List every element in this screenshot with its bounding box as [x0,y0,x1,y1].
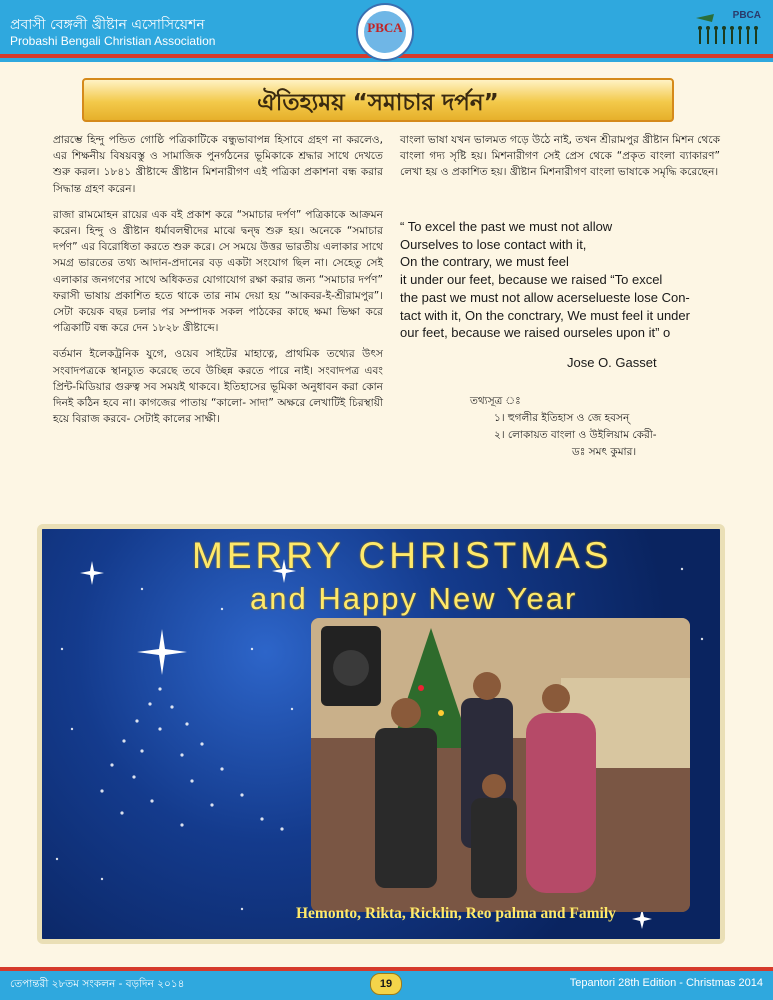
page-header [0,0,773,62]
left-column [53,132,383,437]
org-name-english: Probashi Bengali Christian Association [10,34,216,48]
references [470,393,657,461]
family-photo [311,618,690,912]
association-seal-logo [356,3,414,61]
quote-line: it under our feet, because we raised “To excel [400,272,663,288]
photo-caption: Hemonto, Rikta, Ricklin, Reo palma and Family [296,905,616,922]
quote-line: tact with it, On the conctrary, We must feel it under [400,307,690,323]
org-name-bengali: প্রবাসী বেঙ্গলী খ্রীষ্টান এসোসিয়েশন [10,17,205,33]
star-icon [80,561,104,585]
quote-line: the past we must not allow acerselueste lose Con- [400,289,690,305]
footer-edition-bengali: তেপান্তরী ২৮তম সংকলন - বড়দিন ২০১৪ [10,978,185,990]
reference-item: ১। হুগলীর ইতিহাস ও জে হবসন্ [494,412,630,424]
body-paragraph: প্রারম্ভে হিন্দু পন্ডিত গোষ্ঠি পত্রিকাটিকে বন্ধুভাবাপন্ন হিসাবে গ্রহণ না করলেও, এর শিক্ষনীয় বিষয়বস্তু ও সামাজিক পুনর্গঠনের ভূমিকাকে শ্রদ্ধার সাথে দেখতে শুরু করল। ১৮৪১ খ্রীষ্টাব্দে খ্রীষ্টান মিশনারীগণ এই পত্রিকা প্রকাশনা বন্ধ করার সিদ্ধান্ত গ্রহণ করেন। [53,134,383,195]
quote-line: “ To excel the past we must not allow [400,219,613,234]
quote-line: Ourselves to lose contact with it, [400,236,587,252]
page-number: 19 [370,973,402,995]
body-paragraph: বর্তমান ইলেকট্রনিক যুগে, ওয়েব সাইটের মাহাত্নে, প্রাথমিক তথ্যের উৎস সংবাদপত্রকে স্থানচ্যুত করেছে তবে উচ্ছিন্ন করতে পারে নাই। সংবাদপত্র এবং প্রিন্ট-মিডিয়ার গুরুত্ব সব সময়ই থাকবে। ইতিহাসের ভূমিকা অনুধাবন করা কোন দিনই কঠিন হবে না। কাগজের পাতায় “কালো- সাদা” অক্ষরে লেখাটিই চিরস্থায়ী হয়ে বিরাজ করবে- সেটাই কালের সাক্ষী। [53,348,383,426]
greeting-happy-new-year: and Happy New Year [250,581,578,616]
footer-stripe [0,967,773,971]
page-footer [0,967,773,1000]
references-title: তথ্যসূত্র ঃ [470,395,521,407]
greeting-merry-christmas: MERRY CHRISTMAS [192,535,613,576]
seal-letters: PBCA [367,20,403,35]
reference-item: ডঃ সমৎ কুমার। [572,446,637,458]
right-column [400,132,720,191]
quote-signature: Jose O. Gasset [567,355,657,370]
body-paragraph: রাজা রামমোহন রায়ের এক বই প্রকাশ করে “সমাচার দর্পণ” পত্রিকাকে আক্রমন করেন। হিন্দু ও খ্রীষ্টান ধর্মাবলম্বীদের মাঝে দ্বন্দ্ব শুরু হয়। অনেকে “সমাচার দর্পণ” এর বিরোধিতা করতে শুরু করে। সে সময়ে উত্তর ভারতীয় এলাকার সাথে সমগ্র ভারতের তথ্য আদান-প্রদানের বড় একটা সংযোগ ছিল না। সেহেতু সেই এলাকার জনগণের সাথে অধিকতর যোগাযোগ রক্ষা করার জন্য “সমাচার দর্পণ” ফরাসী ভাষায় প্রকাশিত হতে থাকে তার নাম দেয়া হয় “আকবর-ই-শ্রীরামপুর”। সেটা কয়েক বছর চলার পর সম্পাদক সকল পাঠকের কাছে ক্ষমা ভিক্ষা করে পত্রিকাটি বন্ধ করে দেন ১৮২৮ খ্রীষ্টাব্দে। [53,208,383,335]
christmas-card [37,524,725,944]
pbca-figures-logo [690,10,765,50]
reference-item: ২। লোকায়ত বাংলা ও উইলিয়াম কেরী- [494,429,657,441]
footer-edition-english: Tepantori 28th Edition - Christmas 2014 [569,977,763,989]
quote-line: our feet, because we raised ourseles upon it” o [400,325,671,341]
people-figures-icon [690,10,765,50]
pbca-logo-text: PBCA [732,10,761,21]
family-photo-illustration [311,618,690,912]
star-icon [137,629,187,675]
english-quote [400,218,722,342]
body-paragraph: বাংলা ভাষা যখন ভালমত গড়ে উঠে নাই, তখন শ্রীরামপুর খ্রীষ্টান মিশন থেকে বাংলা গদ্য সৃষ্টি হয়। মিশনারীগণ সেই প্রেস থেকে “প্রকৃত বাংলা ব্যাকারণ” লেখা হয় ও প্রকাশিত হয়। খ্রীষ্টান মিশনারীগণ বাংলা ভাষাকে সমৃদ্ধি করেছেন। [400,134,720,179]
quote-line: On the contrary, we must feel [400,254,569,270]
article-title-band [82,78,674,122]
star-icon [632,909,652,929]
article-title: ঐতিহ্যময় “সমাচার দর্পন” [257,90,499,116]
